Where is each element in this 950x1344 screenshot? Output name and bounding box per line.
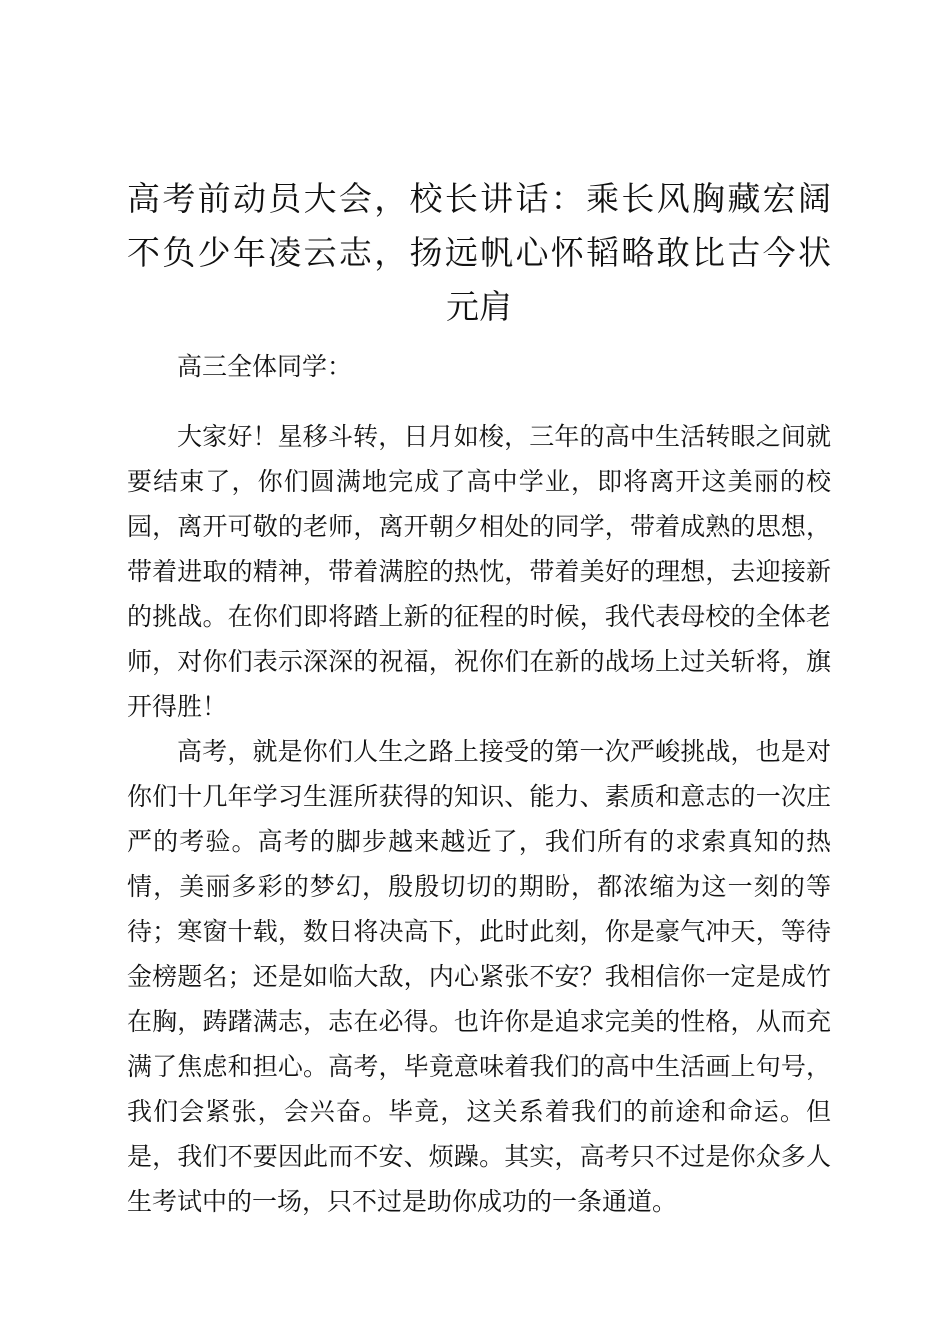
salutation: 高三全体同学： (177, 352, 353, 381)
title-line-2: 不负少年凌云志，扬远帆心怀韬略敢比古今状 (127, 233, 831, 272)
paragraph-2: 高考，就是你们人生之路上接受的第一次严峻挑战，也是对你们十几年学习生涯所获得的知识、能力、素质和意志的一次庄严的考验。高考的脚步越来越近了，我们所有的求索真知的热情，美丽多彩的梦幻，殷殷切切的期盼，都浓缩为这一刻的等待；寒窗十载，数日将决高下，此时此刻，你是豪气冲天，等待金榜题名；还是如临大敌，内心紧张不安？我相信你一定是成竹在胸，踌躇满志，志在必得。也许你是追求完美的性格，从而充满了焦虑和担心。高考，毕竟意味着我们的高中生活画上句号，我们会紧张，会兴奋。毕竟，这关系着我们的前途和命运。但是，我们不要因此而不安、烦躁。其实，高考只不过是你众多人生考试中的一场，只不过是助你成功的一条通道。 (127, 737, 831, 1216)
title-line-3: 元肩 (446, 287, 512, 326)
document-title (127, 172, 831, 334)
paragraph-1: 大家好！星移斗转，日月如梭，三年的高中生活转眼之间就要结束了，你们圆满地完成了高中学业，即将离开这美丽的校园，离开可敬的老师，离开朝夕相处的同学，带着成熟的思想，带着进取的精神，带着满腔的热忱，带着美好的理想，去迎接新的挑战。在你们即将踏上新的征程的时候，我代表母校的全体老师，对你们表示深深的祝福，祝你们在新的战场上过关斩将，旗开得胜！ (127, 422, 831, 721)
title-line-1: 高考前动员大会，校长讲话：乘长风胸藏宏阔 (127, 179, 831, 218)
document-body (127, 344, 831, 1224)
document-page (127, 172, 831, 1224)
